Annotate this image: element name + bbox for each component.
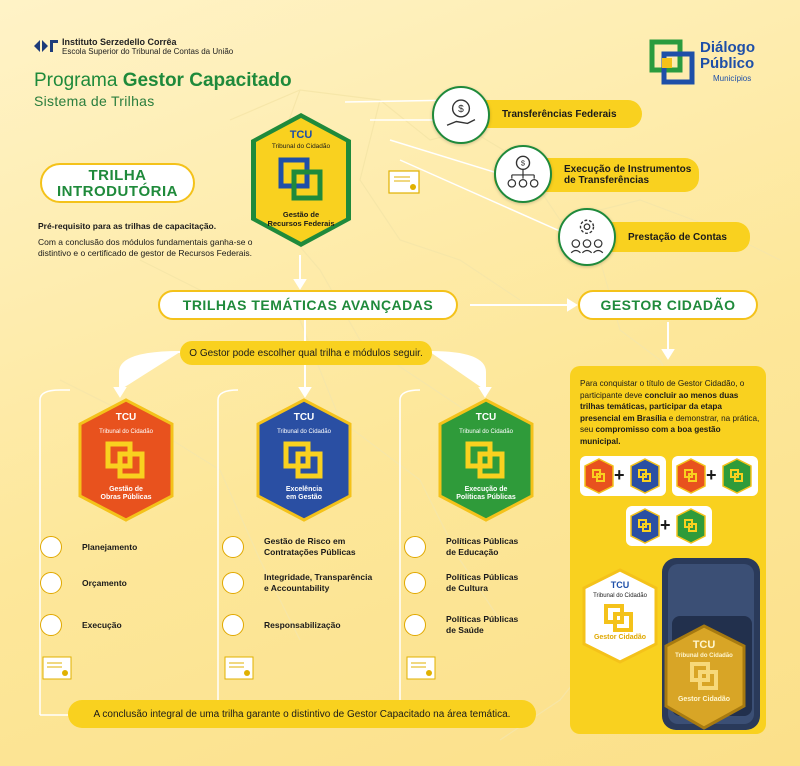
money-hand-icon [432,86,490,144]
intro-badge-label [258,210,344,228]
isc-logo [34,38,233,56]
citizen-badge [582,568,658,664]
advanced-title-pill [158,290,458,320]
citizen-text-part: concluir ao menos duas trilhas temáticas, participar da etapa presencial em Brasília [580,390,739,423]
module-item: Integridade, Transparência e Accountability [264,572,373,593]
intro-track-pill [40,163,195,203]
mini-track-badge [630,508,660,544]
track-badge-org-0: Tribunal do Cidadão [99,429,153,435]
program-prefix: Programa [34,70,118,91]
module-icon [40,614,62,636]
module-item: Gestão de Risco em Contratações Públicas [264,536,356,557]
track-badge-org-1: Tribunal do Cidadão [277,429,331,435]
citizen-text-part: compromisso com a boa gestão municipal. [580,425,721,446]
module-icon [40,536,62,558]
partner-line1: Diálogo [700,39,755,56]
topic-execucao-line2: de Transferências [564,175,650,186]
tcu-text: TCU [289,129,313,141]
intro-title-line1: TRILHA [88,167,147,184]
footer-banner [68,700,536,728]
track-badge-0 [78,398,174,522]
citizen-badge-org: Tribunal do Cidadão [593,593,647,599]
svg-text:TCU: TCU [115,412,137,423]
track-badge-name-2: Execução de Políticas Públicas [456,486,516,501]
plus-sign-2: + [706,465,717,485]
module-item: Políticas Públicas de Saúde [446,614,519,635]
module-icon [404,536,426,558]
module-item: Políticas Públicas de Cultura [446,572,519,593]
plus-sign-1: + [614,465,625,485]
topic-execucao-line1: Execução de Instrumentos [564,164,692,175]
citizen-text-part: Para conquistar o título de Gestor Cidadão, o participante deve [580,379,745,400]
topic-prestacao-label: Prestação de Contas [628,231,727,243]
module-icon [222,536,244,558]
intro-title-line2: INTRODUTÓRIA [57,183,178,200]
module-item: Responsabilização [264,620,341,630]
footer-text: A conclusão integral de uma trilha garante o distintivo de Gestor Capacitado na área temática. [93,708,511,720]
institute-sub: Escola Superior do Tribunal de Contas da União [62,47,234,56]
mini-track-badge [584,458,614,494]
module-icon [222,572,244,594]
topic-transferencias-label: Transferências Federais [502,108,617,120]
institute-name: Instituto Serzedello Corrêa [62,37,177,47]
intro-badge [248,110,354,250]
module-icon [40,572,62,594]
certificate-icon [42,656,72,680]
svg-text:$: $ [458,104,464,116]
program-title [34,70,292,92]
intro-badge-label-line2: Recursos Federais [267,219,335,228]
citizen-title-pill [578,290,758,320]
citizen-badge-tcu: TCU [610,580,630,590]
dialogo-publico-logo-icon [648,38,696,88]
certificate-icon [388,170,420,194]
track-badge-2 [438,398,534,522]
module-icon [222,614,244,636]
partner-line2: Público [700,55,755,72]
citizen-description [580,378,760,447]
intro-badge-label-line1: Gestão de [282,210,320,219]
module-item: Planejamento [82,542,138,552]
distribution-icon [494,145,552,203]
medal-case [652,556,764,740]
program-subtitle: Sistema de Trilhas [34,93,155,109]
advanced-title: TRILHAS TEMÁTICAS AVANÇADAS [182,297,434,313]
plus-sign-3: + [660,515,671,535]
medal-tcu: TCU [692,639,716,651]
track-badge-name-0: Gestão de Obras Públicas [100,486,152,501]
citizen-title: GESTOR CIDADÃO [600,297,736,313]
intro-description: Com a conclusão dos módulos fundamentais ganha-se o distintivo e o certificado de gestor de Recursos Federais. [38,237,253,258]
intro-prereq: Pré-requisito para as trilhas de capacitação. [38,221,217,231]
partner-subtitle: Municípios [713,74,752,83]
module-icon [404,614,426,636]
citizen-badge-label: Gestor Cidadão [593,634,647,641]
module-item: Execução [82,620,122,630]
medal-label: Gestor Cidadão [677,696,731,703]
track-badge-org-2: Tribunal do Cidadão [459,429,513,435]
choice-text: O Gestor pode escolher qual trilha e módulos seguir. [189,347,423,359]
mini-track-badge [676,458,706,494]
svg-text:TCU: TCU [475,412,497,423]
program-name: Gestor Capacitado [122,70,292,91]
gear-people-icon [558,208,616,266]
track-badge-1 [256,398,352,522]
citizen-text-part: e demonstrar, na prática, seu [580,413,760,434]
module-item: Orçamento [82,578,127,588]
isc-logo-icon [34,39,58,53]
module-icon [404,572,426,594]
mini-track-badge [722,458,752,494]
svg-text:$: $ [520,158,526,168]
medal-org: Tribunal do Cidadão [675,653,733,659]
module-item: Políticas Públicas de Educação [446,536,519,557]
partner-title [700,40,755,72]
choice-banner [180,341,432,365]
mini-track-badge [630,458,660,494]
certificate-icon [406,656,436,680]
certificate-icon [224,656,254,680]
svg-text:TCU: TCU [293,412,315,423]
track-badge-name-1: Excelência em Gestão [285,486,323,501]
intro-badge-org: Tribunal do Cidadão [271,143,331,150]
mini-track-badge [676,508,706,544]
